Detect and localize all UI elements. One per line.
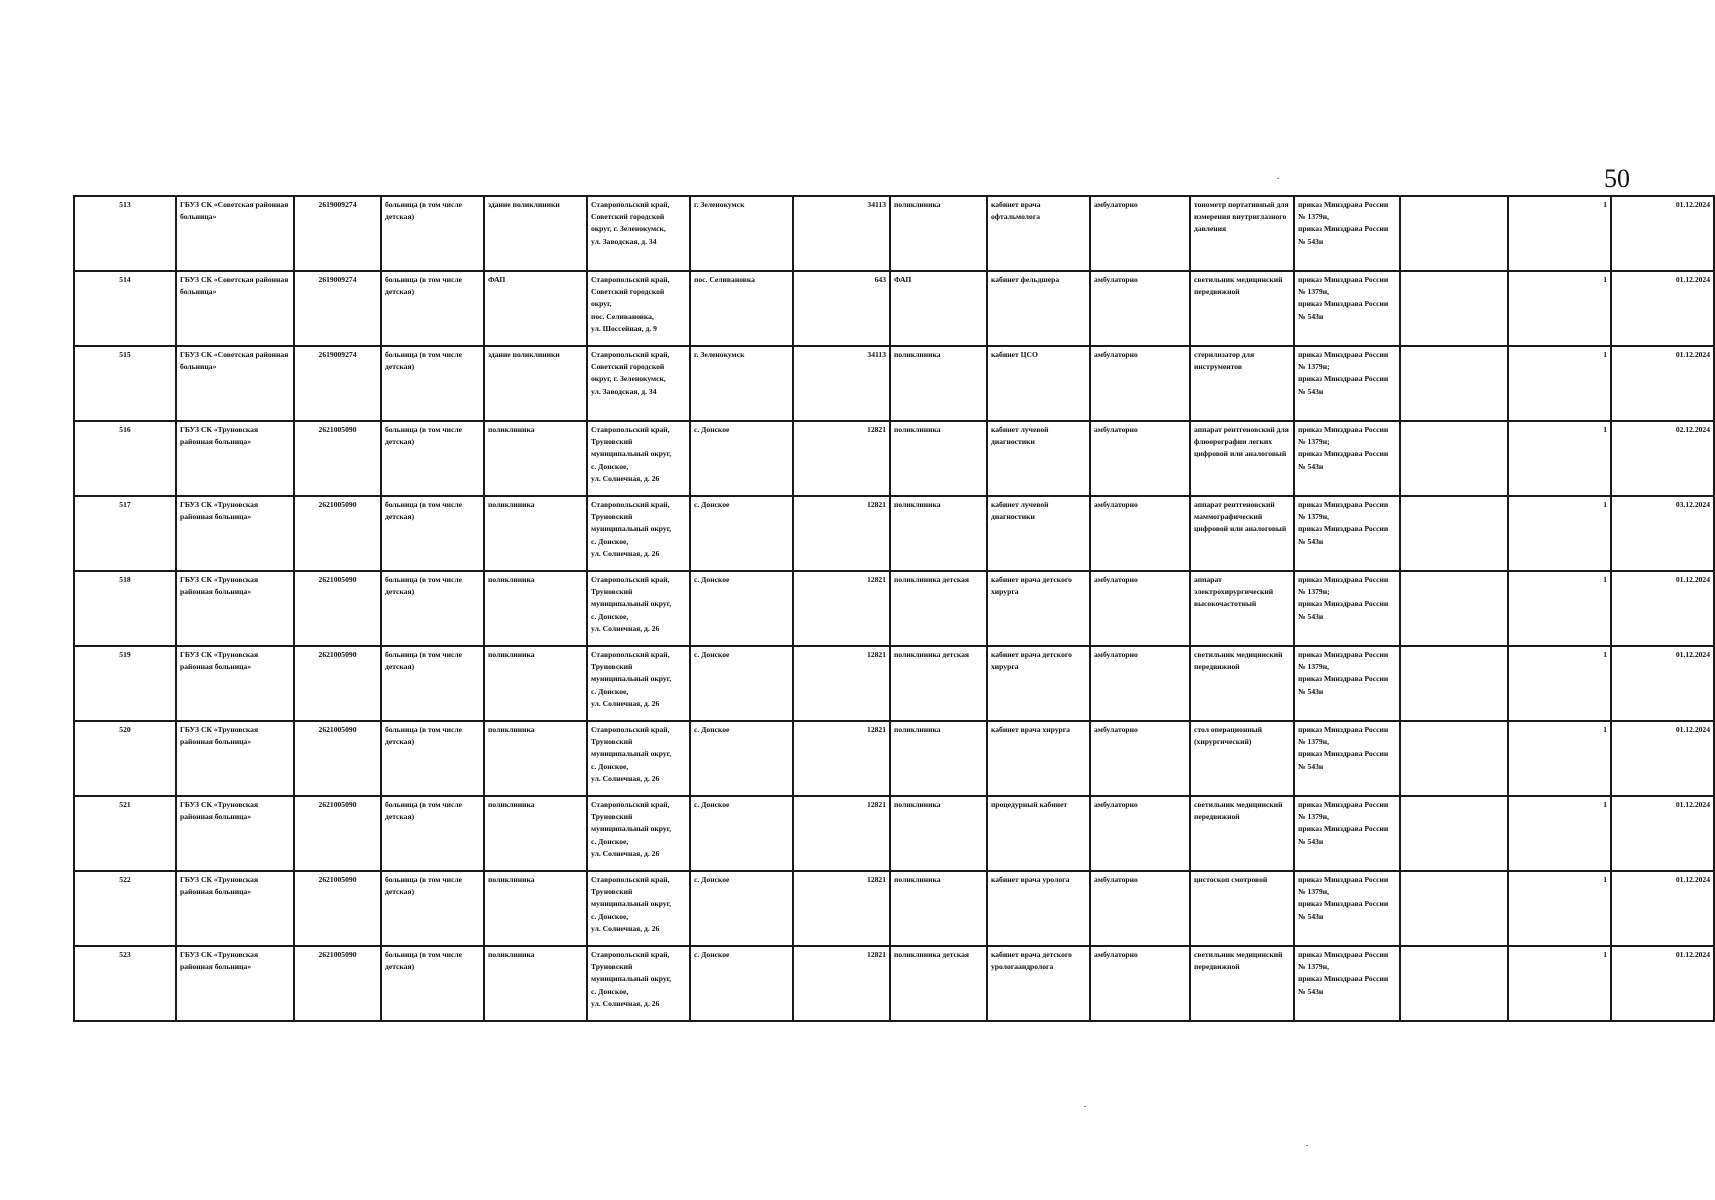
row-number-cell: 523: [74, 946, 176, 1021]
row-number-cell: 520: [74, 721, 176, 796]
address-cell: Ставропольский край, Советский городской округ, пос. Селивановка, ул. Шоссейная, д. 9: [587, 271, 690, 346]
care-form-cell: амбулаторно: [1090, 796, 1190, 871]
quantity-cell: 1: [1508, 496, 1611, 571]
address-cell: Ставропольский край, Труновский муниципальный округ, с. Донское, ул. Солнечная, д. 26: [587, 646, 690, 721]
order-cell: приказ Минздрава России № 1379н; приказ Минздрава России № 543н: [1294, 571, 1400, 646]
room-cell: кабинет врача хирурга: [987, 721, 1090, 796]
unit-cell: поликлиника детская: [890, 646, 987, 721]
organization-cell: ГБУЗ СК «Советская районная больница»: [176, 346, 294, 421]
quantity-cell: 1: [1508, 871, 1611, 946]
inn-cell: 2621005090: [294, 721, 381, 796]
table-row: [74, 346, 1714, 421]
table-row: [74, 871, 1714, 946]
table-row: [74, 421, 1714, 496]
inn-cell: 2621005090: [294, 496, 381, 571]
institution-type-cell: больница (в том числе детская): [381, 496, 484, 571]
organization-cell: ГБУЗ СК «Советская районная больница»: [176, 196, 294, 271]
locality-cell: с. Донское: [690, 796, 793, 871]
locality-cell: с. Донское: [690, 646, 793, 721]
institution-type-cell: больница (в том числе детская): [381, 346, 484, 421]
address-cell: Ставропольский край, Труновский муниципальный округ, с. Донское, ул. Солнечная, д. 26: [587, 496, 690, 571]
address-cell: Ставропольский край, Труновский муниципальный округ, с. Донское, ул. Солнечная, д. 26: [587, 946, 690, 1021]
row-number-cell: 513: [74, 196, 176, 271]
row-number-cell: 515: [74, 346, 176, 421]
empty-cell: [1400, 496, 1508, 571]
population-cell: 12821: [793, 571, 890, 646]
population-cell: 12821: [793, 421, 890, 496]
building-cell: здание поликлиники: [484, 196, 587, 271]
equipment-cell: стерилизатор для инструментов: [1190, 346, 1294, 421]
building-cell: поликлиника: [484, 721, 587, 796]
organization-cell: ГБУЗ СК «Труновская районная больница»: [176, 571, 294, 646]
care-form-cell: амбулаторно: [1090, 946, 1190, 1021]
row-number-cell: 516: [74, 421, 176, 496]
locality-cell: с. Донское: [690, 496, 793, 571]
table-row: [74, 571, 1714, 646]
unit-cell: поликлиника: [890, 721, 987, 796]
building-cell: ФАП: [484, 271, 587, 346]
care-form-cell: амбулаторно: [1090, 496, 1190, 571]
inn-cell: 2619009274: [294, 196, 381, 271]
equipment-cell: аппарат рентгеновский маммографический цифровой или аналоговый: [1190, 496, 1294, 571]
population-cell: 34113: [793, 196, 890, 271]
population-cell: 12821: [793, 946, 890, 1021]
building-cell: поликлиника: [484, 496, 587, 571]
quantity-cell: 1: [1508, 571, 1611, 646]
equipment-cell: тонометр портативный для измерения внутриглазного давления: [1190, 196, 1294, 271]
date-cell: 02.12.2024: [1611, 421, 1714, 496]
date-cell: 01.12.2024: [1611, 571, 1714, 646]
organization-cell: ГБУЗ СК «Советская районная больница»: [176, 271, 294, 346]
quantity-cell: 1: [1508, 421, 1611, 496]
room-cell: кабинет фельдшера: [987, 271, 1090, 346]
equipment-cell: аппарат рентгеновский для флюорографии легких цифровой или аналоговый: [1190, 421, 1294, 496]
scan-speck: [1306, 1145, 1308, 1146]
date-cell: 01.12.2024: [1611, 646, 1714, 721]
room-cell: кабинет врача детского урологаандролога: [987, 946, 1090, 1021]
care-form-cell: амбулаторно: [1090, 571, 1190, 646]
date-cell: 01.12.2024: [1611, 271, 1714, 346]
inn-cell: 2621005090: [294, 946, 381, 1021]
date-cell: 01.12.2024: [1611, 721, 1714, 796]
locality-cell: с. Донское: [690, 421, 793, 496]
inn-cell: 2619009274: [294, 271, 381, 346]
institution-type-cell: больница (в том числе детская): [381, 946, 484, 1021]
row-number-cell: 514: [74, 271, 176, 346]
inn-cell: 2621005090: [294, 571, 381, 646]
date-cell: 03.12.2024: [1611, 496, 1714, 571]
empty-cell: [1400, 796, 1508, 871]
population-cell: 34113: [793, 346, 890, 421]
population-cell: 643: [793, 271, 890, 346]
equipment-cell: светильник медицинский передвижной: [1190, 796, 1294, 871]
page-number: 50: [1604, 164, 1630, 193]
care-form-cell: амбулаторно: [1090, 421, 1190, 496]
quantity-cell: 1: [1508, 346, 1611, 421]
row-number-cell: 521: [74, 796, 176, 871]
quantity-cell: 1: [1508, 796, 1611, 871]
room-cell: кабинет лучевой диагностики: [987, 496, 1090, 571]
quantity-cell: 1: [1508, 946, 1611, 1021]
empty-cell: [1400, 946, 1508, 1021]
locality-cell: с. Донское: [690, 571, 793, 646]
equipment-register-table: [73, 195, 1715, 1022]
care-form-cell: амбулаторно: [1090, 271, 1190, 346]
unit-cell: поликлиника: [890, 796, 987, 871]
equipment-cell: светильник медицинский передвижной: [1190, 271, 1294, 346]
quantity-cell: 1: [1508, 646, 1611, 721]
room-cell: кабинет врача уролога: [987, 871, 1090, 946]
institution-type-cell: больница (в том числе детская): [381, 796, 484, 871]
empty-cell: [1400, 421, 1508, 496]
unit-cell: поликлиника детская: [890, 946, 987, 1021]
order-cell: приказ Минздрава России № 1379н, приказ Минздрава России № 543н: [1294, 721, 1400, 796]
unit-cell: поликлиника: [890, 871, 987, 946]
table-row: [74, 946, 1714, 1021]
order-cell: приказ Минздрава России № 1379н; приказ Минздрава России № 543н: [1294, 421, 1400, 496]
address-cell: Ставропольский край, Труновский муниципальный округ, с. Донское, ул. Солнечная, д. 26: [587, 721, 690, 796]
room-cell: кабинет врача детского хирурга: [987, 571, 1090, 646]
institution-type-cell: больница (в том числе детская): [381, 721, 484, 796]
population-cell: 12821: [793, 646, 890, 721]
inn-cell: 2621005090: [294, 421, 381, 496]
address-cell: Ставропольский край, Советский городской округ, г. Зеленокумск, ул. Заводская, д. 34: [587, 346, 690, 421]
table-row: [74, 196, 1714, 271]
scan-speck: [1084, 1106, 1086, 1107]
institution-type-cell: больница (в том числе детская): [381, 646, 484, 721]
equipment-cell: цистоскоп смотровой: [1190, 871, 1294, 946]
table-row: [74, 496, 1714, 571]
empty-cell: [1400, 646, 1508, 721]
building-cell: поликлиника: [484, 571, 587, 646]
unit-cell: ФАП: [890, 271, 987, 346]
quantity-cell: 1: [1508, 196, 1611, 271]
unit-cell: поликлиника: [890, 196, 987, 271]
institution-type-cell: больница (в том числе детская): [381, 421, 484, 496]
equipment-cell: светильник медицинский передвижной: [1190, 646, 1294, 721]
care-form-cell: амбулаторно: [1090, 646, 1190, 721]
order-cell: приказ Минздрава России № 1379н; приказ Минздрава России № 543н: [1294, 346, 1400, 421]
care-form-cell: амбулаторно: [1090, 346, 1190, 421]
care-form-cell: амбулаторно: [1090, 871, 1190, 946]
organization-cell: ГБУЗ СК «Труновская районная больница»: [176, 946, 294, 1021]
building-cell: здание поликлиники: [484, 346, 587, 421]
order-cell: приказ Минздрава России № 1379н, приказ Минздрава России № 543н: [1294, 196, 1400, 271]
care-form-cell: амбулаторно: [1090, 196, 1190, 271]
empty-cell: [1400, 721, 1508, 796]
equipment-cell: стол операционный (хирургический): [1190, 721, 1294, 796]
unit-cell: поликлиника детская: [890, 571, 987, 646]
address-cell: Ставропольский край, Советский городской округ, г. Зеленокумск, ул. Заводская, д. 34: [587, 196, 690, 271]
locality-cell: с. Донское: [690, 871, 793, 946]
locality-cell: пос. Селивановка: [690, 271, 793, 346]
organization-cell: ГБУЗ СК «Труновская районная больница»: [176, 796, 294, 871]
empty-cell: [1400, 571, 1508, 646]
inn-cell: 2621005090: [294, 796, 381, 871]
table-body: [74, 196, 1714, 1021]
population-cell: 12821: [793, 871, 890, 946]
building-cell: поликлиника: [484, 646, 587, 721]
table-row: [74, 646, 1714, 721]
empty-cell: [1400, 871, 1508, 946]
inn-cell: 2621005090: [294, 871, 381, 946]
locality-cell: г. Зеленокумск: [690, 346, 793, 421]
equipment-cell: светильник медицинский передвижной: [1190, 946, 1294, 1021]
institution-type-cell: больница (в том числе детская): [381, 196, 484, 271]
table-row: [74, 796, 1714, 871]
order-cell: приказ Минздрава России № 1379н, приказ Минздрава России № 543н: [1294, 871, 1400, 946]
locality-cell: г. Зеленокумск: [690, 196, 793, 271]
room-cell: кабинет лучевой диагностики: [987, 421, 1090, 496]
empty-cell: [1400, 271, 1508, 346]
table-row: [74, 271, 1714, 346]
organization-cell: ГБУЗ СК «Труновская районная больница»: [176, 421, 294, 496]
order-cell: приказ Минздрава России № 1379н, приказ Минздрава России № 543н: [1294, 646, 1400, 721]
institution-type-cell: больница (в том числе детская): [381, 571, 484, 646]
date-cell: 01.12.2024: [1611, 871, 1714, 946]
organization-cell: ГБУЗ СК «Труновская районная больница»: [176, 721, 294, 796]
row-number-cell: 522: [74, 871, 176, 946]
quantity-cell: 1: [1508, 271, 1611, 346]
date-cell: 01.12.2024: [1611, 346, 1714, 421]
building-cell: поликлиника: [484, 871, 587, 946]
building-cell: поликлиника: [484, 946, 587, 1021]
population-cell: 12821: [793, 496, 890, 571]
quantity-cell: 1: [1508, 721, 1611, 796]
room-cell: кабинет врача детского хирурга: [987, 646, 1090, 721]
empty-cell: [1400, 346, 1508, 421]
address-cell: Ставропольский край, Труновский муниципальный округ, с. Донское, ул. Солнечная, д. 26: [587, 421, 690, 496]
room-cell: кабинет врача офтальмолога: [987, 196, 1090, 271]
building-cell: поликлиника: [484, 796, 587, 871]
building-cell: поликлиника: [484, 421, 587, 496]
date-cell: 01.12.2024: [1611, 196, 1714, 271]
empty-cell: [1400, 196, 1508, 271]
inn-cell: 2619009274: [294, 346, 381, 421]
order-cell: приказ Минздрава России № 1379н, приказ Минздрава России № 543н: [1294, 946, 1400, 1021]
institution-type-cell: больница (в том числе детская): [381, 271, 484, 346]
organization-cell: ГБУЗ СК «Труновская районная больница»: [176, 646, 294, 721]
population-cell: 12821: [793, 721, 890, 796]
date-cell: 01.12.2024: [1611, 796, 1714, 871]
address-cell: Ставропольский край, Труновский муниципальный округ, с. Донское, ул. Солнечная, д. 26: [587, 571, 690, 646]
unit-cell: поликлиника: [890, 421, 987, 496]
order-cell: приказ Минздрава России № 1379н, приказ Минздрава России № 543н: [1294, 271, 1400, 346]
inn-cell: 2621005090: [294, 646, 381, 721]
care-form-cell: амбулаторно: [1090, 721, 1190, 796]
locality-cell: с. Донское: [690, 946, 793, 1021]
order-cell: приказ Минздрава России № 1379н, приказ Минздрава России № 543н: [1294, 796, 1400, 871]
row-number-cell: 517: [74, 496, 176, 571]
institution-type-cell: больница (в том числе детская): [381, 871, 484, 946]
row-number-cell: 519: [74, 646, 176, 721]
equipment-cell: аппарат электрохирургический высокочастотный: [1190, 571, 1294, 646]
date-cell: 01.12.2024: [1611, 946, 1714, 1021]
table-row: [74, 721, 1714, 796]
room-cell: процедурный кабинет: [987, 796, 1090, 871]
address-cell: Ставропольский край, Труновский муниципальный округ, с. Донское, ул. Солнечная, д. 26: [587, 871, 690, 946]
locality-cell: с. Донское: [690, 721, 793, 796]
order-cell: приказ Минздрава России № 1379н, приказ Минздрава России № 543н: [1294, 496, 1400, 571]
row-number-cell: 518: [74, 571, 176, 646]
unit-cell: поликлиника: [890, 496, 987, 571]
organization-cell: ГБУЗ СК «Труновская районная больница»: [176, 871, 294, 946]
unit-cell: поликлиника: [890, 346, 987, 421]
room-cell: кабинет ЦСО: [987, 346, 1090, 421]
population-cell: 12821: [793, 796, 890, 871]
address-cell: Ставропольский край, Труновский муниципальный округ, с. Донское, ул. Солнечная, д. 26: [587, 796, 690, 871]
organization-cell: ГБУЗ СК «Труновская районная больница»: [176, 496, 294, 571]
scan-speck: [1277, 178, 1279, 179]
